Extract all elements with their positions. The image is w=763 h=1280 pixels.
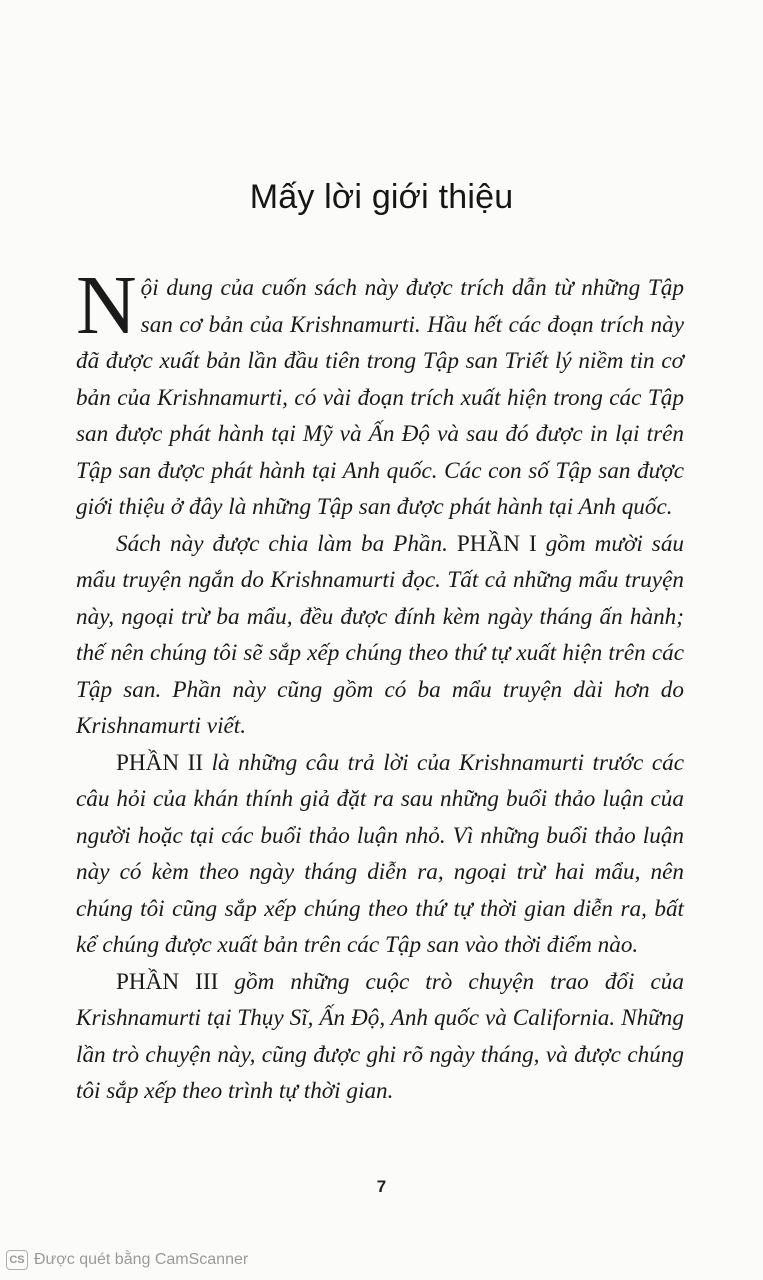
page-title: Mấy lời giới thiệu bbox=[249, 178, 514, 216]
drop-cap: N bbox=[76, 259, 137, 352]
section-label-part-1: PHẦN I bbox=[456, 530, 537, 557]
section-label-part-3: PHẦN III bbox=[116, 968, 219, 995]
paragraph-3 bbox=[76, 745, 684, 964]
paragraph-4-text: gồm những cuộc trò chuyện trao đổi của Krishnamurti tại Thụy Sĩ, Ấn Độ, Anh quốc và California. Những lần trò chuyện này, cũng được ghi rõ ngày tháng, và được chúng tôi sắp xếp theo trình tự thời gian. bbox=[76, 968, 684, 1104]
paragraph-2 bbox=[76, 526, 684, 745]
camscanner-logo-icon: CS bbox=[6, 1250, 28, 1270]
section-label-part-2: PHẦN II bbox=[116, 749, 204, 776]
watermark-text: Được quét bằng CamScanner bbox=[34, 1251, 249, 1268]
paragraph-1 bbox=[76, 259, 684, 526]
scanner-watermark bbox=[6, 1249, 248, 1271]
paragraph-4 bbox=[76, 964, 684, 1110]
page-number: 7 bbox=[376, 1177, 387, 1196]
paragraph-1-text: ội dung của cuốn sách này được trích dẫn từ những Tập san cơ bản của Krishnamurti. Hầu hết các đoạn trích này đã được xuất bản lần đầu tiên trong Tập san Triết lý niềm tin cơ bản của Krishnamurti, có vài đoạn trích xuất hiện trong các Tập san được phát hành tại Mỹ và Ấn Độ và sau đó được in lại trên Tập san được phát hành tại Anh quốc. Các con số Tập san được giới thiệu ở đây là những Tập san được phát hành tại Anh quốc. bbox=[76, 275, 684, 520]
paragraph-2-text: gồm mười sáu mẩu truyện ngắn do Krishnamurti đọc. Tất cả những mẩu truyện này, ngoại trừ ba mẩu, đều được đính kèm ngày tháng ấn hành; thế nên chúng tôi sẽ sắp xếp chúng theo thứ tự xuất hiện trên các Tập san. Phần này cũng gồm có ba mẩu truyện dài hơn do Krishnamurti viết. bbox=[76, 530, 685, 739]
paragraph-3-text: là những câu trả lời của Krishnamurti trước các câu hỏi của khán thính giả đặt ra sau những buổi thảo luận của người hoặc tại các buổi thảo luận nhỏ. Vì những buổi thảo luận này có kèm theo ngày tháng diễn ra, ngoại trừ hai mẩu, nên chúng tôi cũng sắp xếp chúng theo thứ tự thời gian diễn ra, bất kể chúng được xuất bản trên các Tập san vào thời điểm nào. bbox=[76, 749, 684, 958]
body-text bbox=[76, 259, 685, 1110]
paragraph-2-lead: Sách này được chia làm ba Phần. bbox=[116, 530, 457, 557]
